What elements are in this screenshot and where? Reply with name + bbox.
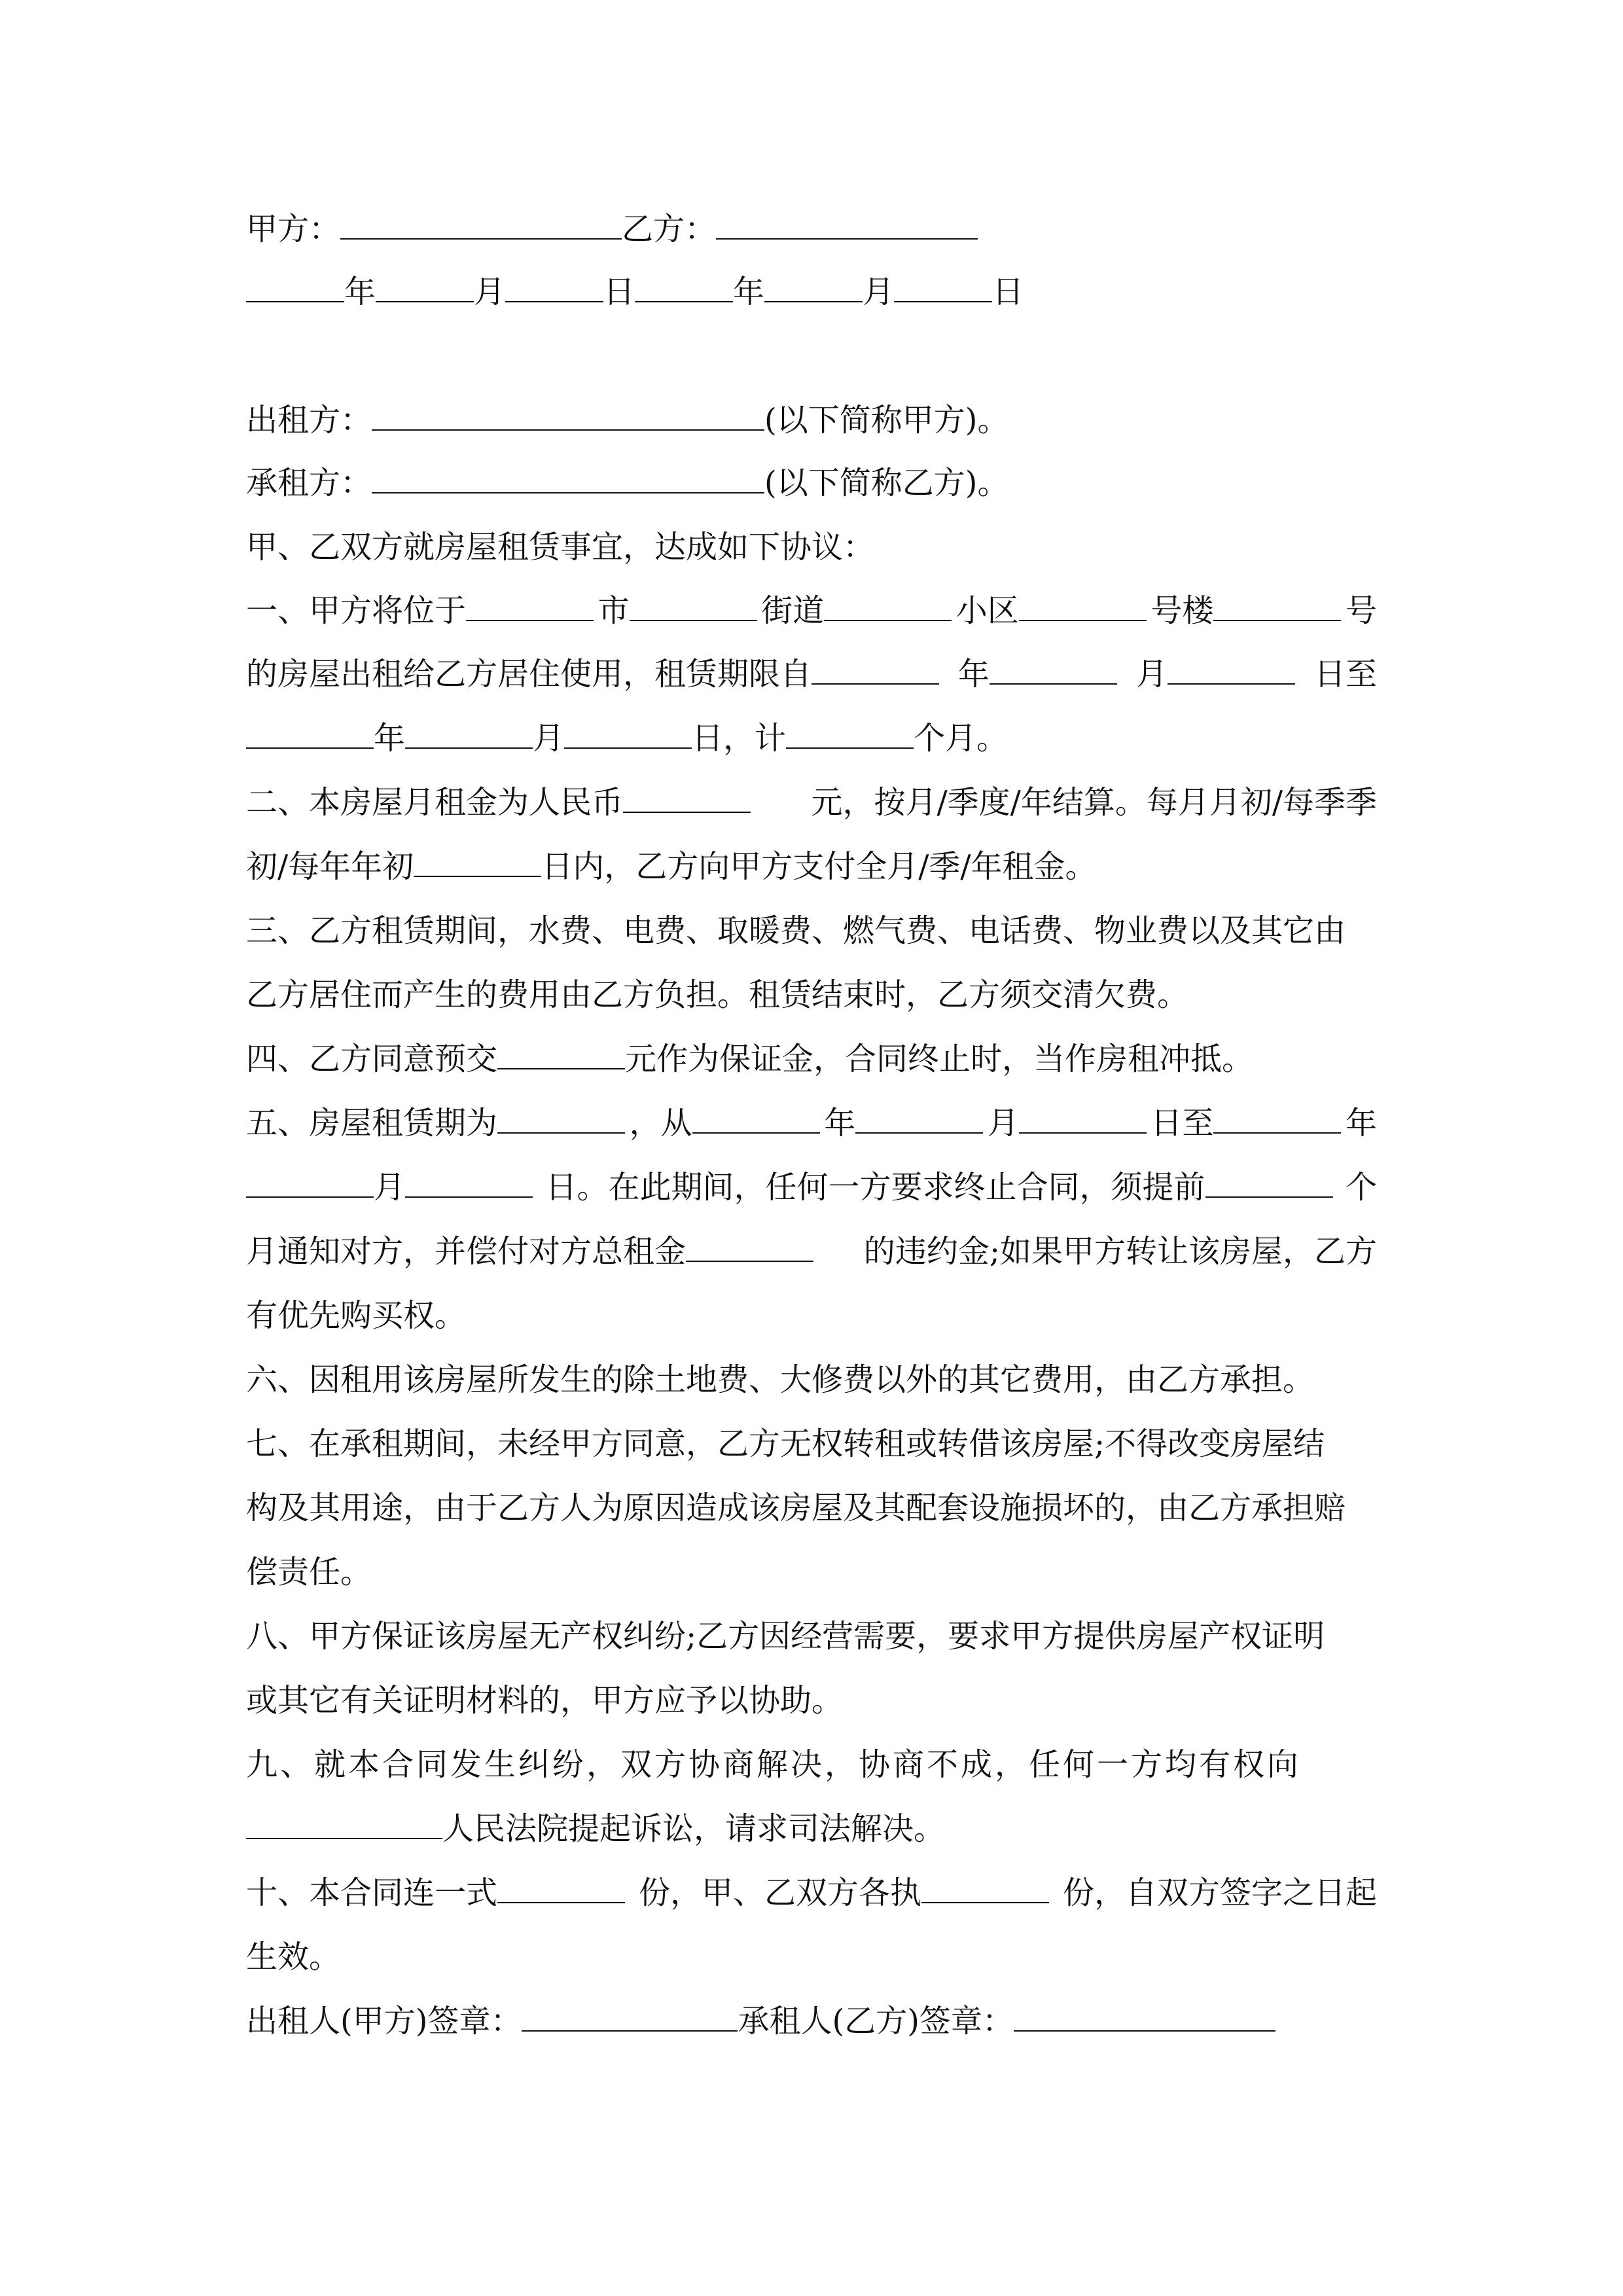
clause4-line — [246, 1039, 1253, 1079]
signatures-line — [246, 2001, 1275, 2041]
date-blank — [376, 274, 474, 302]
lessee-signature-label: 承租人(乙方)签章： — [738, 2003, 1014, 2039]
clause8-line1: 八、甲方保证该房屋无产权纠纷;乙方因经营需要，要求甲方提供房屋产权证明 — [246, 1618, 1325, 1655]
clause5-text: 的违约金;如果甲方转让该房屋，乙方 — [863, 1233, 1377, 1270]
clause5-line4: 有优先购买权。 — [246, 1297, 467, 1334]
clause5-line3 — [246, 1232, 1377, 1271]
clause1-text: 市 — [597, 592, 630, 629]
clause8-line2: 或其它有关证明材料的，甲方应予以协助。 — [246, 1682, 844, 1719]
clause7-line1: 七、在承租期间，未经甲方同意，乙方无权转租或转借该房屋;不得改变房屋结 — [246, 1426, 1325, 1462]
blank — [466, 592, 594, 621]
clause5-text: 五、房屋租赁期为 — [246, 1105, 498, 1141]
clause9-text: 人民法院提起诉讼，请求司法解决。 — [442, 1810, 946, 1847]
clause5-text: 个 — [1345, 1169, 1377, 1206]
date-blank — [246, 274, 344, 302]
clause4-text: 四、乙方同意预交 — [246, 1041, 498, 1077]
lessor-signature-label: 出租人(甲方)签章： — [246, 2003, 522, 2039]
clause9-text: 九、就本合同发生纠纷，双方协商解决，协商不成，任何一方均有权向 — [246, 1746, 1302, 1783]
blank — [855, 1105, 983, 1134]
date-blank — [894, 274, 992, 302]
clause5-text: ，从 — [629, 1105, 692, 1141]
clause6-line: 六、因租用该房屋所发生的除土地费、大修费以外的其它费用，由乙方承担。 — [246, 1361, 1315, 1398]
month-unit: 月 — [474, 274, 506, 310]
dates-line — [246, 272, 1024, 312]
blank — [824, 592, 952, 621]
party-b-label: 乙方： — [622, 211, 717, 247]
lessee-label: 承租方： — [246, 465, 372, 501]
clause5-text: 日至 — [1150, 1105, 1214, 1141]
clause2-text: 元，按月/季度/年结算。每月月初/每季季 — [811, 784, 1377, 821]
blank — [1019, 1105, 1147, 1134]
lessor-line — [246, 401, 1008, 440]
clause3-line1: 三、乙方租赁期间，水费、电费、取暖费、燃气费、电话费、物业费以及其它由 — [246, 912, 1346, 949]
clause7-line2: 构及其用途，由于乙方人为原因造成该房屋及其配套设施损坏的，由乙方承担赔 — [246, 1490, 1346, 1526]
clause1-line2 — [246, 655, 1377, 694]
blank — [1213, 1105, 1341, 1134]
blank — [921, 1874, 1049, 1903]
blank — [1213, 592, 1341, 621]
blank — [405, 720, 533, 749]
party-a-blank — [340, 211, 622, 240]
clause5-text: 月 — [987, 1105, 1019, 1141]
lessee-blank — [372, 465, 764, 493]
blank — [497, 1874, 625, 1903]
party-a-label: 甲方： — [246, 211, 341, 247]
clause1-text: 街道 — [761, 592, 825, 629]
lessor-label: 出租方： — [246, 402, 372, 439]
clause5-line1 — [246, 1103, 1377, 1143]
clause9-line1 — [246, 1745, 1377, 1784]
date-blank — [635, 274, 733, 302]
clause3-line2: 乙方居住而产生的费用由乙方负担。租赁结束时，乙方须交清欠费。 — [246, 977, 1189, 1013]
day-unit: 日 — [603, 274, 635, 310]
month-unit: 月 — [863, 274, 895, 310]
clause10-line1 — [246, 1873, 1377, 1912]
blank — [990, 656, 1117, 685]
clause1-text: 日至 — [1313, 656, 1377, 692]
clause5-text: 月 — [374, 1169, 406, 1206]
clause1-line1 — [246, 591, 1377, 630]
clause2-text: 日内，乙方向甲方支付全月/季/年租金。 — [541, 848, 1097, 885]
blank — [1168, 656, 1295, 685]
parties-line — [246, 209, 978, 249]
clause5-text: 年 — [824, 1105, 856, 1141]
clause5-text: 月通知对方，并偿付对方总租金 — [246, 1233, 687, 1270]
clause1-text: 年 — [374, 720, 406, 757]
blank — [623, 784, 751, 813]
clause1-line3 — [246, 719, 1008, 758]
clause2-text: 二、本房屋月租金为人民币 — [246, 784, 624, 821]
lessor-suffix: (以下简称甲方)。 — [764, 402, 1009, 439]
clause10-text: 份，自双方签字之日起 — [1062, 1874, 1377, 1911]
blank — [414, 848, 541, 877]
clause10-text: 十、本合同连一式 — [246, 1874, 498, 1911]
blank — [686, 1233, 813, 1262]
blank — [630, 592, 757, 621]
clause4-text: 元作为保证金，合同终止时，当作房租冲抵。 — [625, 1041, 1254, 1077]
lessor-blank — [372, 402, 764, 431]
blank — [812, 656, 939, 685]
clause1-text: 一、甲方将位于 — [246, 592, 467, 629]
clause1-text: 月 — [533, 720, 565, 757]
blank — [246, 1810, 442, 1839]
clause5-text: 年 — [1345, 1105, 1377, 1141]
clause10-text: 份，甲、乙双方各执 — [638, 1874, 921, 1911]
intro-line: 甲、乙双方就房屋租赁事宜，达成如下协议： — [246, 529, 875, 565]
blank — [564, 720, 692, 749]
clause1-text: 月 — [1135, 656, 1168, 692]
clause1-text: 号楼 — [1150, 592, 1214, 629]
blank — [497, 1041, 625, 1069]
blank — [405, 1169, 533, 1198]
lessee-line — [246, 463, 1008, 503]
clause5-line2 — [246, 1168, 1377, 1207]
clause2-line1 — [246, 783, 1377, 822]
clause5-text: 日。在此期间，任何一方要求终止合同，须提前 — [545, 1169, 1205, 1206]
clause10-line2: 生效。 — [246, 1939, 341, 1975]
clause1-text: 年 — [957, 656, 990, 692]
clause7-line3: 偿责任。 — [246, 1554, 372, 1590]
lessee-signature-blank — [1014, 2003, 1275, 2032]
party-b-blank — [716, 211, 978, 240]
blank — [246, 720, 374, 749]
clause1-text: 号 — [1345, 592, 1377, 629]
blank — [497, 1105, 625, 1134]
day-unit: 日 — [992, 274, 1024, 310]
clause1-text: 个月。 — [914, 720, 1008, 757]
blank — [1205, 1169, 1333, 1198]
clause9-line2 — [246, 1809, 945, 1848]
blank — [246, 1169, 374, 1198]
year-unit: 年 — [344, 274, 376, 310]
clause2-line2 — [246, 847, 1097, 886]
lessee-suffix: (以下简称乙方)。 — [764, 465, 1009, 501]
clause1-text: 日，计 — [692, 720, 787, 757]
blank — [692, 1105, 820, 1134]
year-unit: 年 — [733, 274, 765, 310]
date-blank — [505, 274, 603, 302]
blank — [786, 720, 914, 749]
blank — [1019, 592, 1147, 621]
lessor-signature-blank — [522, 2003, 738, 2032]
date-blank — [764, 274, 863, 302]
clause2-text: 初/每年年初 — [246, 848, 414, 885]
clause1-text: 小区 — [955, 592, 1019, 629]
clause1-text: 的房屋出租给乙方居住使用，租赁期限自 — [246, 656, 812, 692]
